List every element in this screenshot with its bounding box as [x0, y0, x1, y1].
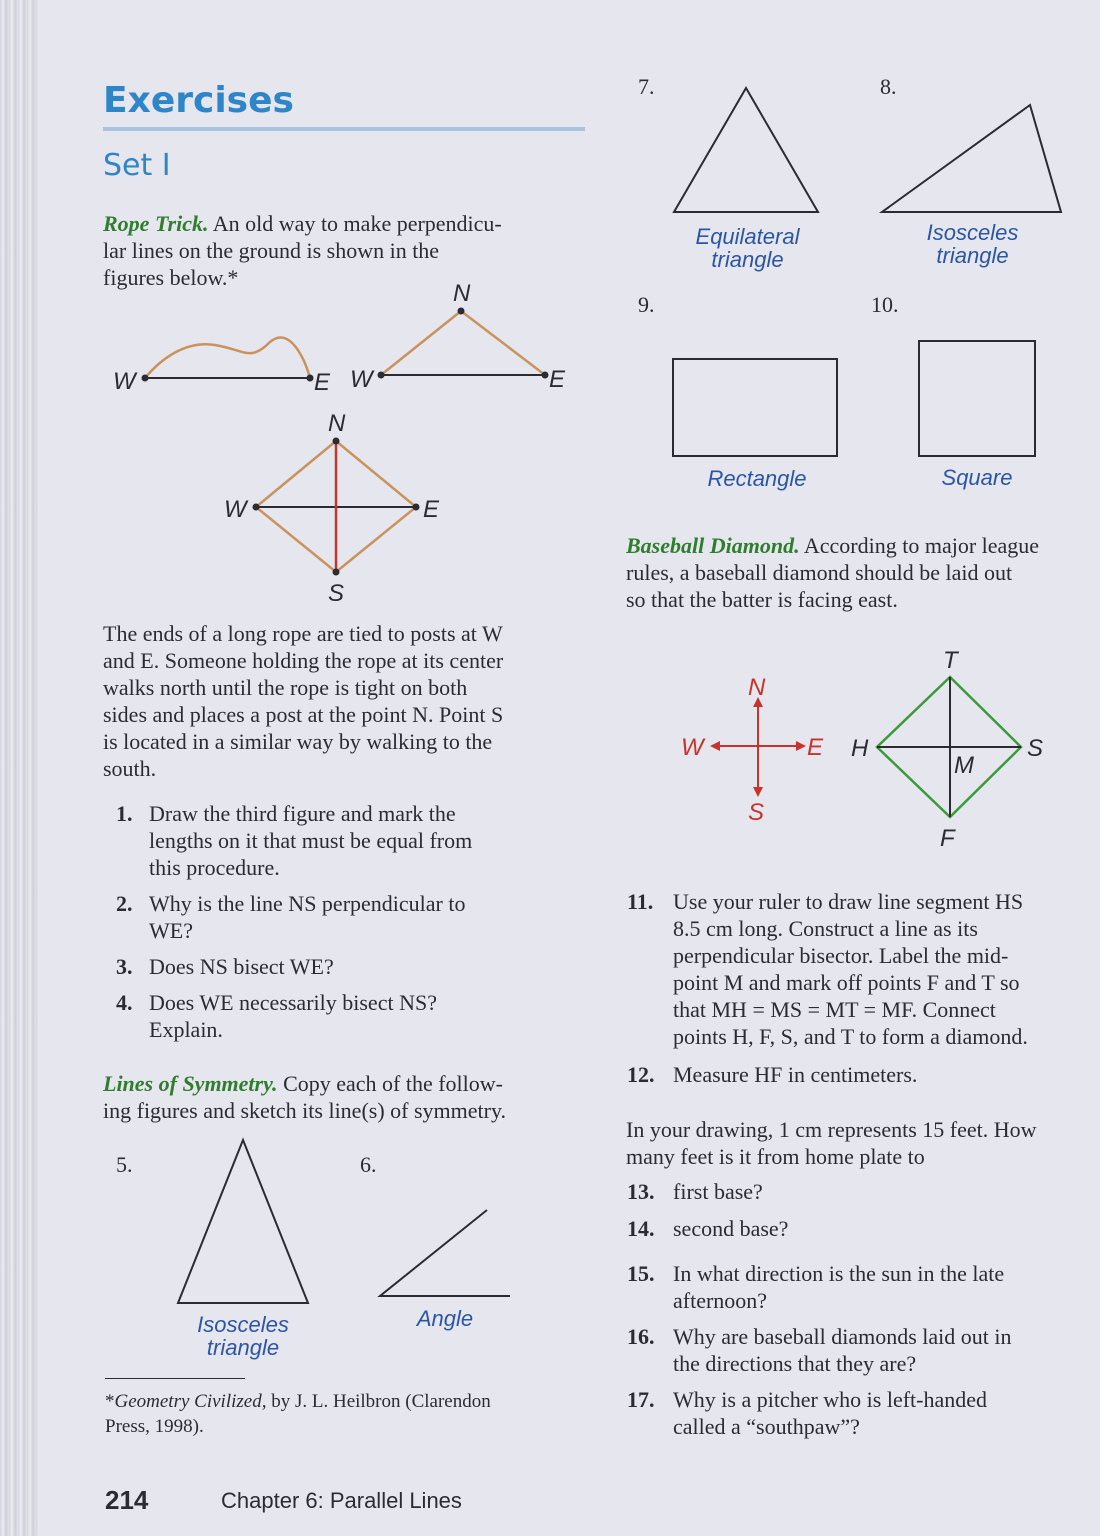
- question-3: [116, 953, 586, 981]
- question-line: WE?: [149, 918, 193, 943]
- rope-figure-b: [350, 280, 566, 393]
- fig-a-w-label: W: [113, 368, 136, 395]
- page-number: 214: [105, 1485, 149, 1515]
- footnote: [105, 1389, 575, 1439]
- question-number: 13.: [627, 1179, 655, 1204]
- footnote-line: Press, 1998).: [105, 1416, 204, 1437]
- diamond-t-label: T: [943, 647, 958, 674]
- rope-lead: Rope Trick.: [103, 211, 209, 236]
- figure-6-number: 6.: [360, 1152, 377, 1177]
- caption-line: Equilateral: [695, 224, 800, 249]
- baseball-line: so that the batter is facing east.: [626, 587, 898, 612]
- figure-8-caption: [900, 221, 1045, 267]
- drawing-note-line: In your drawing, 1 cm represents 15 feet. How: [626, 1117, 1037, 1142]
- question-line: Use your ruler to draw line segment HS: [673, 889, 1024, 914]
- question-number: 14.: [627, 1216, 655, 1241]
- question-line: second base?: [673, 1216, 789, 1241]
- fig-c-s-label: S: [328, 580, 345, 607]
- question-11: [627, 888, 1100, 1053]
- question-number: 4.: [116, 990, 133, 1015]
- fig-b-n-label: N: [453, 280, 471, 307]
- rope-intro-line-2: lar lines on the ground is shown in the: [103, 238, 440, 263]
- question-line: first base?: [673, 1179, 763, 1204]
- drawing-note-line: many feet is it from home plate to: [626, 1144, 925, 1169]
- compass-n-label: N: [748, 674, 766, 701]
- caption-line: triangle: [936, 243, 1009, 268]
- figure-8-number: 8.: [880, 74, 897, 99]
- figure-5-caption: [168, 1313, 318, 1359]
- baseball-line: rules, a baseball diamond should be laid out: [626, 560, 1013, 585]
- question-number: 15.: [627, 1261, 655, 1286]
- question-number: 2.: [116, 891, 133, 916]
- diamond-s-label: S: [1027, 735, 1044, 762]
- compass-rose: [681, 674, 824, 826]
- figure-7-number: 7.: [638, 74, 655, 99]
- question-17: [627, 1386, 1100, 1442]
- compass-s-label: S: [748, 799, 765, 826]
- question-15: [627, 1260, 1100, 1316]
- diamond-m-label: M: [954, 752, 974, 779]
- caption-line: triangle: [711, 247, 784, 272]
- chapter-title: Chapter 6: Parallel Lines: [221, 1488, 462, 1513]
- question-line: Draw the third figure and mark the: [149, 801, 456, 826]
- baseball-line: According to major league: [803, 533, 1040, 558]
- question-line: Explain.: [149, 1017, 223, 1042]
- question-1: [116, 800, 586, 884]
- caption-line: Isosceles: [926, 220, 1019, 245]
- figure-6-caption: [380, 1307, 510, 1330]
- question-line: called a “southpaw”?: [673, 1414, 860, 1439]
- question-line: Measure HF in centimeters.: [673, 1062, 918, 1087]
- figure-10-square: [919, 341, 1035, 456]
- set-heading: Set I: [103, 148, 171, 183]
- figure-9-rectangle: [673, 359, 837, 456]
- rope-figure-a: [113, 337, 331, 396]
- fig-b-w-label: W: [350, 366, 373, 393]
- question-line: that MH = MS = MT = MF. Connect: [673, 997, 996, 1022]
- fig-b-e-label: E: [549, 366, 566, 393]
- figure-5-number: 5.: [116, 1152, 133, 1177]
- rope-paragraph-line: south.: [103, 756, 157, 781]
- question-line: Why are baseball diamonds laid out in: [673, 1324, 1012, 1349]
- question-14: [627, 1215, 1100, 1243]
- question-12: [627, 1061, 1100, 1089]
- fig-c-n-label: N: [328, 410, 346, 437]
- diamond-f-label: F: [940, 825, 955, 852]
- figure-10-number: 10.: [871, 292, 899, 317]
- footnote-line: *Geometry Civilized, by J. L. Heilbron (Clarendon: [105, 1391, 491, 1412]
- figure-9-caption: [682, 467, 832, 490]
- footnote-book-title: Geometry Civilized,: [114, 1391, 267, 1412]
- question-line: Why is the line NS perpendicular to: [149, 891, 466, 916]
- footnote-rule: [105, 1378, 245, 1379]
- question-line: this procedure.: [149, 855, 280, 880]
- caption-line: triangle: [206, 1335, 280, 1360]
- rope-intro-line-3: figures below.*: [103, 265, 239, 290]
- symmetry-line: ing figures and sketch its line(s) of symmetry.: [103, 1098, 507, 1123]
- rope-figure-c: [224, 410, 440, 607]
- compass-w-label: W: [681, 734, 704, 761]
- figure-9-number: 9.: [638, 292, 655, 317]
- symmetry-intro: [103, 1070, 593, 1124]
- page-title: Exercises: [103, 80, 294, 121]
- rope-intro-line-1: An old way to make perpendicu-: [212, 211, 502, 236]
- question-number: 17.: [627, 1387, 655, 1412]
- symmetry-lead: Lines of Symmetry.: [103, 1071, 278, 1096]
- symmetry-line: Copy each of the follow-: [283, 1071, 503, 1096]
- caption-line: Angle: [416, 1306, 474, 1331]
- fig-a-e-label: E: [314, 369, 331, 396]
- question-13: [627, 1178, 1100, 1206]
- rope-paragraph-line: is located in a similar way by walking to the: [103, 729, 493, 754]
- figure-6-angle: [380, 1210, 510, 1296]
- question-16: [627, 1323, 1100, 1379]
- baseball-diamond-figure: [851, 647, 1043, 852]
- drawing-note: [626, 1116, 1100, 1170]
- rope-paragraph-line: walks north until the rope is tight on both: [103, 675, 468, 700]
- figure-8-isosceles-triangle: [882, 105, 1061, 212]
- question-line: Does WE necessarily bisect NS?: [149, 990, 437, 1015]
- question-number: 1.: [116, 801, 133, 826]
- caption-line: Isosceles: [197, 1312, 289, 1337]
- rope-paragraph-line: sides and places a post at the point N. Point S: [103, 702, 504, 727]
- figure-7-caption: [670, 225, 825, 271]
- rope-paragraph: [103, 620, 593, 782]
- question-line: In what direction is the sun in the late: [673, 1261, 1005, 1286]
- question-number: 11.: [627, 889, 654, 914]
- question-line: points H, F, S, and T to form a diamond.: [673, 1024, 1028, 1049]
- baseball-lead: Baseball Diamond.: [626, 533, 800, 558]
- question-line: Why is a pitcher who is left-handed: [673, 1387, 988, 1412]
- caption-line: Square: [941, 465, 1013, 490]
- question-line: the directions that they are?: [673, 1351, 917, 1376]
- question-line: perpendicular bisector. Label the mid-: [673, 943, 1009, 968]
- question-line: afternoon?: [673, 1288, 768, 1313]
- question-number: 3.: [116, 954, 133, 979]
- fig-c-w-label: W: [224, 496, 247, 523]
- caption-line: Rectangle: [707, 466, 807, 491]
- question-4: [116, 989, 586, 1045]
- question-line: point M and mark off points F and T so: [673, 970, 1020, 995]
- figure-5-isosceles-triangle: [178, 1140, 308, 1303]
- question-line: lengths on it that must be equal from: [149, 828, 473, 853]
- question-line: Does NS bisect WE?: [149, 954, 334, 979]
- baseball-intro: [626, 532, 1100, 613]
- question-line: 8.5 cm long. Construct a line as its: [673, 916, 978, 941]
- question-2: [116, 890, 586, 946]
- compass-e-label: E: [807, 734, 824, 761]
- diamond-h-label: H: [851, 735, 869, 762]
- rope-paragraph-line: and E. Someone holding the rope at its center: [103, 648, 504, 673]
- question-number: 16.: [627, 1324, 655, 1349]
- figure-10-caption: [912, 466, 1042, 489]
- figure-7-equilateral-triangle: [674, 88, 818, 212]
- question-number: 12.: [627, 1062, 655, 1087]
- rope-paragraph-line: The ends of a long rope are tied to posts at W: [103, 621, 503, 646]
- fig-c-e-label: E: [423, 496, 440, 523]
